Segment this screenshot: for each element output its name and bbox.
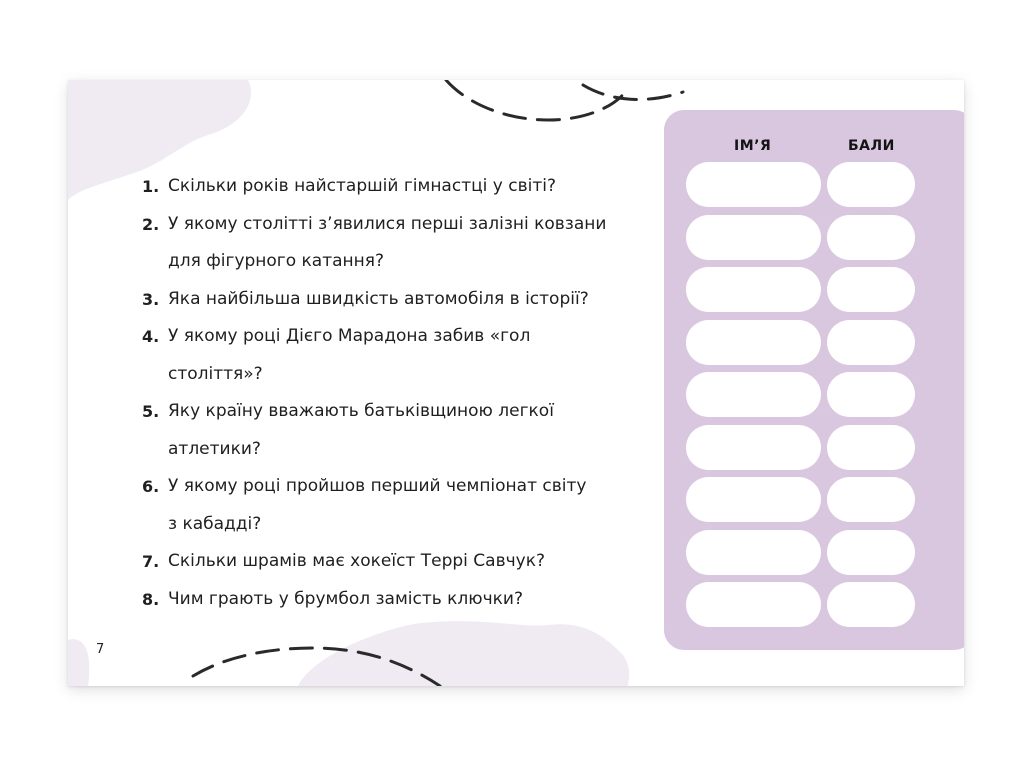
question-item (142, 543, 642, 581)
bottom-blob (298, 621, 629, 686)
score-field[interactable] (827, 425, 915, 470)
score-field[interactable] (827, 530, 915, 575)
question-text (168, 318, 642, 393)
question-number: 3. (142, 289, 160, 309)
question-line: століття»? (168, 363, 263, 384)
name-field[interactable] (686, 530, 821, 575)
quiz-page (68, 80, 964, 686)
top-dashed-arc (446, 80, 628, 120)
question-line: Яку країну вважають батьківщиною легкої (168, 401, 554, 421)
question-line: атлетики? (168, 438, 261, 459)
name-field[interactable] (686, 582, 821, 627)
question-line: Скільки шрамів має хокеїст Террі Савчук? (168, 551, 545, 571)
question-item (142, 281, 642, 319)
question-text (168, 581, 642, 619)
score-field[interactable] (827, 162, 915, 207)
question-number: 8. (142, 589, 160, 609)
question-line: Яка найбільша швидкість автомобіля в історії? (168, 288, 589, 309)
score-row (686, 372, 915, 417)
score-row (686, 215, 915, 260)
name-field[interactable] (686, 215, 821, 260)
question-text (168, 281, 642, 319)
name-field[interactable] (686, 372, 821, 417)
score-field[interactable] (827, 372, 915, 417)
question-number: 4. (142, 327, 160, 346)
question-item (142, 206, 642, 281)
question-line: У якому році Дієго Марадона забив «гол (168, 326, 531, 346)
question-number: 7. (142, 552, 160, 571)
question-number: 5. (142, 402, 160, 421)
question-number: 6. (142, 477, 160, 496)
question-item (142, 468, 642, 543)
question-text (168, 468, 642, 543)
question-line: Скільки років найстаршій гімнастці у світі? (168, 176, 557, 196)
score-column-header: БАЛИ (848, 138, 895, 154)
score-row (686, 267, 915, 312)
name-field[interactable] (686, 162, 821, 207)
score-rows (686, 162, 915, 635)
score-field[interactable] (827, 267, 915, 312)
question-item (142, 318, 642, 393)
question-line: з кабадді? (168, 513, 262, 534)
name-field[interactable] (686, 477, 821, 522)
score-field[interactable] (827, 215, 915, 260)
left-bottom-blob (68, 639, 89, 686)
question-line: для фігурного катання? (168, 251, 385, 271)
score-row (686, 320, 915, 365)
question-item (142, 393, 642, 468)
score-field[interactable] (827, 320, 915, 365)
question-text (168, 543, 642, 581)
page-number: 7 (96, 642, 105, 657)
score-row (686, 425, 915, 470)
name-field[interactable] (686, 425, 821, 470)
top-right-dashed-arc (583, 85, 683, 99)
question-text (168, 168, 642, 206)
question-line: У якому році пройшов перший чемпіонат світу (168, 476, 587, 496)
question-text (168, 206, 642, 281)
question-number: 2. (142, 214, 160, 234)
question-list (142, 168, 642, 618)
name-field[interactable] (686, 267, 821, 312)
name-column-header: ІМ’Я (734, 138, 772, 154)
score-row (686, 477, 915, 522)
question-item (142, 581, 642, 619)
score-row (686, 582, 915, 627)
score-field[interactable] (827, 582, 915, 627)
question-text (168, 393, 642, 468)
score-row (686, 530, 915, 575)
name-field[interactable] (686, 320, 821, 365)
question-line: У якому столітті з’явилися перші залізні ковзани (168, 213, 607, 234)
score-row (686, 162, 915, 207)
question-line: Чим грають у брумбол замість ключки? (168, 588, 523, 609)
question-item (142, 168, 642, 206)
score-field[interactable] (827, 477, 915, 522)
question-number: 1. (142, 177, 160, 196)
score-table-panel (664, 110, 964, 650)
